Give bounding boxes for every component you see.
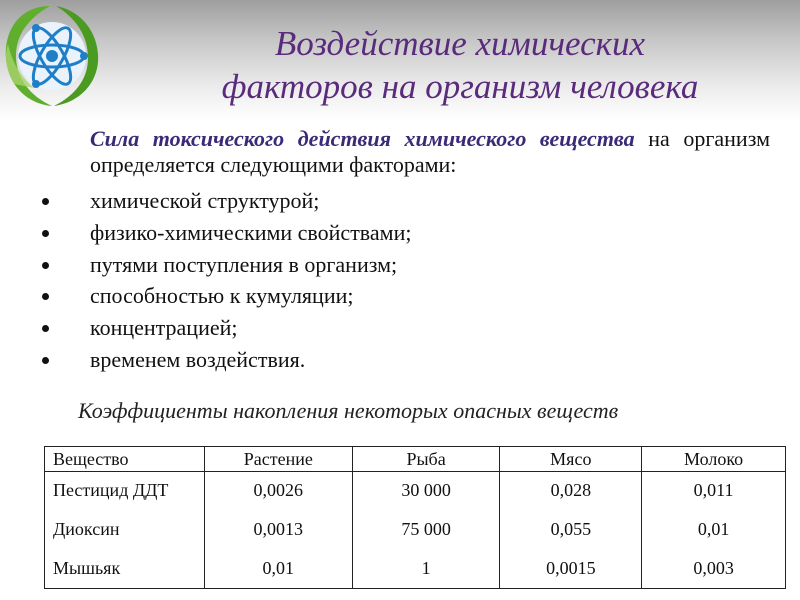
fish-column — [352, 472, 500, 589]
list-item-text: химической структурой; — [90, 188, 320, 213]
table-row — [45, 472, 786, 589]
list-item-text: физико-химическими свойствами; — [90, 219, 412, 245]
table-cell: 0,01 — [697, 519, 730, 539]
column-header: Молоко — [642, 447, 786, 472]
meat-column — [500, 472, 642, 589]
column-header: Вещество — [45, 447, 205, 472]
list-item — [40, 185, 411, 217]
factors-list — [40, 185, 411, 376]
table-cell: 0,0026 — [253, 480, 304, 500]
bullet-icon — [42, 325, 49, 332]
bullet-icon — [42, 293, 49, 300]
title-line-1: Воздействие химических — [274, 24, 646, 63]
bullet-icon — [42, 198, 49, 205]
list-item — [40, 249, 411, 281]
title-line-2: факторов на организм человека — [221, 67, 699, 106]
intro-rest: на организм определяется следующими факторами: — [90, 126, 770, 177]
substance-column — [45, 472, 205, 589]
table-cell: 0,011 — [693, 480, 734, 500]
atom-leaf-logo-icon — [0, 0, 104, 112]
bullet-icon — [42, 262, 49, 269]
plant-column — [204, 472, 352, 589]
list-item — [40, 312, 411, 344]
list-item-text: способностью к кумуляции; — [90, 283, 354, 309]
table-cell: 30 000 — [401, 480, 451, 500]
table-caption: Коэффициенты накопления некоторых опасных веществ — [78, 398, 619, 423]
table-header-row — [45, 447, 786, 472]
list-item — [40, 280, 411, 312]
table-cell: 0,0015 — [546, 558, 596, 578]
list-item — [40, 217, 411, 249]
table-cell: Диоксин — [53, 519, 120, 539]
list-item-text: путями поступления в организм; — [90, 251, 398, 277]
table-cell: 1 — [421, 558, 431, 578]
column-header: Мясо — [500, 447, 642, 472]
table-cell: 0,028 — [550, 480, 592, 500]
column-header: Растение — [204, 447, 352, 472]
slide-title — [120, 22, 800, 108]
bullet-icon — [42, 357, 49, 364]
column-header: Рыба — [352, 447, 500, 472]
accumulation-table — [44, 446, 786, 589]
milk-column — [642, 472, 786, 589]
list-item-text: временем воздействия. — [90, 346, 306, 372]
table-cell: 0,003 — [693, 558, 734, 578]
table-cell: 75 000 — [401, 519, 451, 539]
table-cell: Пестицид ДДТ — [53, 480, 169, 500]
intro-paragraph — [90, 126, 770, 178]
list-item — [40, 344, 411, 376]
list-item-text: концентрацией; — [90, 315, 238, 341]
table-cell: Мышьяк — [53, 558, 121, 578]
table-cell: 0,055 — [550, 519, 592, 539]
bullet-icon — [42, 230, 49, 237]
intro-emphasis: Сила токсического действия химического вещества — [90, 126, 635, 151]
table-cell: 0,0013 — [253, 519, 304, 539]
table-cell: 0,01 — [262, 558, 295, 578]
